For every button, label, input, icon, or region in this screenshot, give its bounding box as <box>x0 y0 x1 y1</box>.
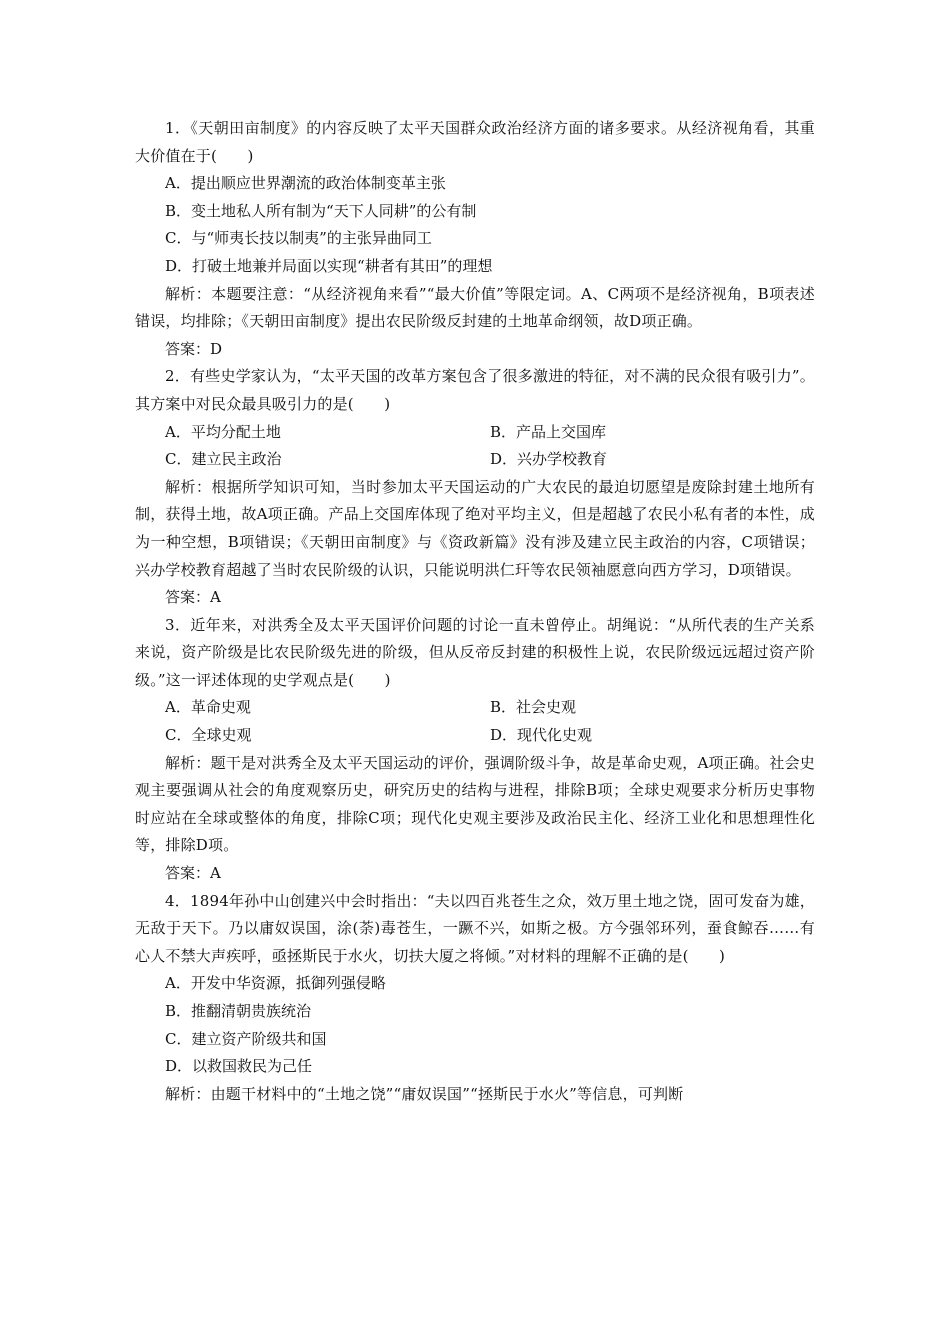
question-2-option-b: B．产品上交国库 <box>490 422 607 441</box>
document-page <box>135 115 815 1108</box>
question-3-analysis: 解析：题干是对洪秀全及太平天国运动的评价，强调阶级斗争，故是革命史观，A项正确。社会史观主要强调从社会的角度观察历史，研究历史的结构与进程，排除B项；全球史观要求分析历史事物时应站在全球或整体的角度，排除C项；现代化史观主要涉及政治民主化、经济工业化和思想理性化等，排除D项。 <box>135 753 815 855</box>
question-3-option-a: A．革命史观 <box>165 698 251 717</box>
question-2-option-d: D．兴办学校教育 <box>490 450 608 469</box>
question-1-analysis: 解析：本题要注意：“从经济视角来看”“最大价值”等限定词。A、C两项不是经济视角，B项表述错误，均排除；《天朝田亩制度》提出农民阶级反封建的土地革命纲领，故D项正确。 <box>135 284 815 331</box>
question-4-option-a: A．开发中华资源，抵御列强侵略 <box>165 974 386 993</box>
question-2-analysis: 解析：根据所学知识可知，当时参加太平天国运动的广大农民的最迫切愿望是废除封建土地所有制，获得土地，故A项正确。产品上交国库体现了绝对平均主义，但是超越了农民小私有者的本性，成为一种空想，B项错误；《天朝田亩制度》与《资政新篇》没有涉及建立民主政治的内容，C项错误；兴办学校教育超越了当时农民阶级的认识，只能说明洪仁玕等农民领袖愿意向西方学习，D项错误。 <box>135 477 815 579</box>
question-1-stem: 1．《天朝田亩制度》的内容反映了太平天国群众政治经济方面的诸多要求。从经济视角看，其重大价值在于( ) <box>135 119 815 165</box>
question-1-option-c: C．与“师夷长技以制夷”的主张异曲同工 <box>165 229 432 248</box>
question-3-options-row-2 <box>135 722 815 750</box>
question-4-option-d: D．以救国救民为己任 <box>165 1057 313 1076</box>
question-3-options-row-1 <box>135 694 815 722</box>
question-3-stem: 3．近年来，对洪秀全及太平天国评价问题的讨论一直未曾停止。胡绳说：“从所代表的生产关系来说，资产阶级是比农民阶级先进的阶级，但从反帝反封建的积极性上说，农民阶级远远超过资产阶级。”这一评述体现的史学观点是( ) <box>135 615 815 689</box>
question-4-stem: 4．1894年孙中山创建兴中会时指出：“夫以四百兆苍生之众，效万里土地之饶，固可发奋为雄，无敌于天下。乃以庸奴误国，涂(荼)毒苍生，一蹶不兴，如斯之极。方今强邻环列，蚕食鲸吞……有心人不禁大声疾呼，亟拯斯民于水火，切扶大厦之将倾。”对材料的理解不正确的是( ) <box>135 891 815 965</box>
question-2-stem: 2．有些史学家认为，“太平天国的改革方案包含了很多激进的特征，对不满的民众很有吸引力”。其方案中对民众最具吸引力的是( ) <box>135 367 815 413</box>
question-1-answer: 答案：D <box>165 339 223 358</box>
question-1-option-d: D．打破土地兼并局面以实现“耕者有其田”的理想 <box>165 256 493 275</box>
question-1-option-a: A．提出顺应世界潮流的政治体制变革主张 <box>165 174 446 193</box>
question-3-option-b: B．社会史观 <box>490 698 577 717</box>
question-2-answer: 答案：A <box>165 588 221 607</box>
question-2-options-row-1 <box>135 419 815 447</box>
question-4-option-b: B．推翻清朝贵族统治 <box>165 1002 312 1020</box>
question-4-option-c: C．建立资产阶级共和国 <box>165 1029 327 1048</box>
question-4-analysis: 解析：由题干材料中的“土地之饶”“庸奴误国”“拯斯民于水火”等信息，可判断 <box>165 1084 684 1103</box>
question-2-options-row-2 <box>135 446 815 474</box>
question-2-option-a: A．平均分配土地 <box>165 422 281 441</box>
question-3-option-c: C．全球史观 <box>165 726 252 745</box>
question-3-option-d: D．现代化史观 <box>490 726 593 745</box>
question-3-answer: 答案：A <box>165 864 221 883</box>
question-1-option-b: B．变土地私人所有制为“天下人同耕”的公有制 <box>165 201 477 220</box>
question-2-option-c: C．建立民主政治 <box>165 450 282 469</box>
